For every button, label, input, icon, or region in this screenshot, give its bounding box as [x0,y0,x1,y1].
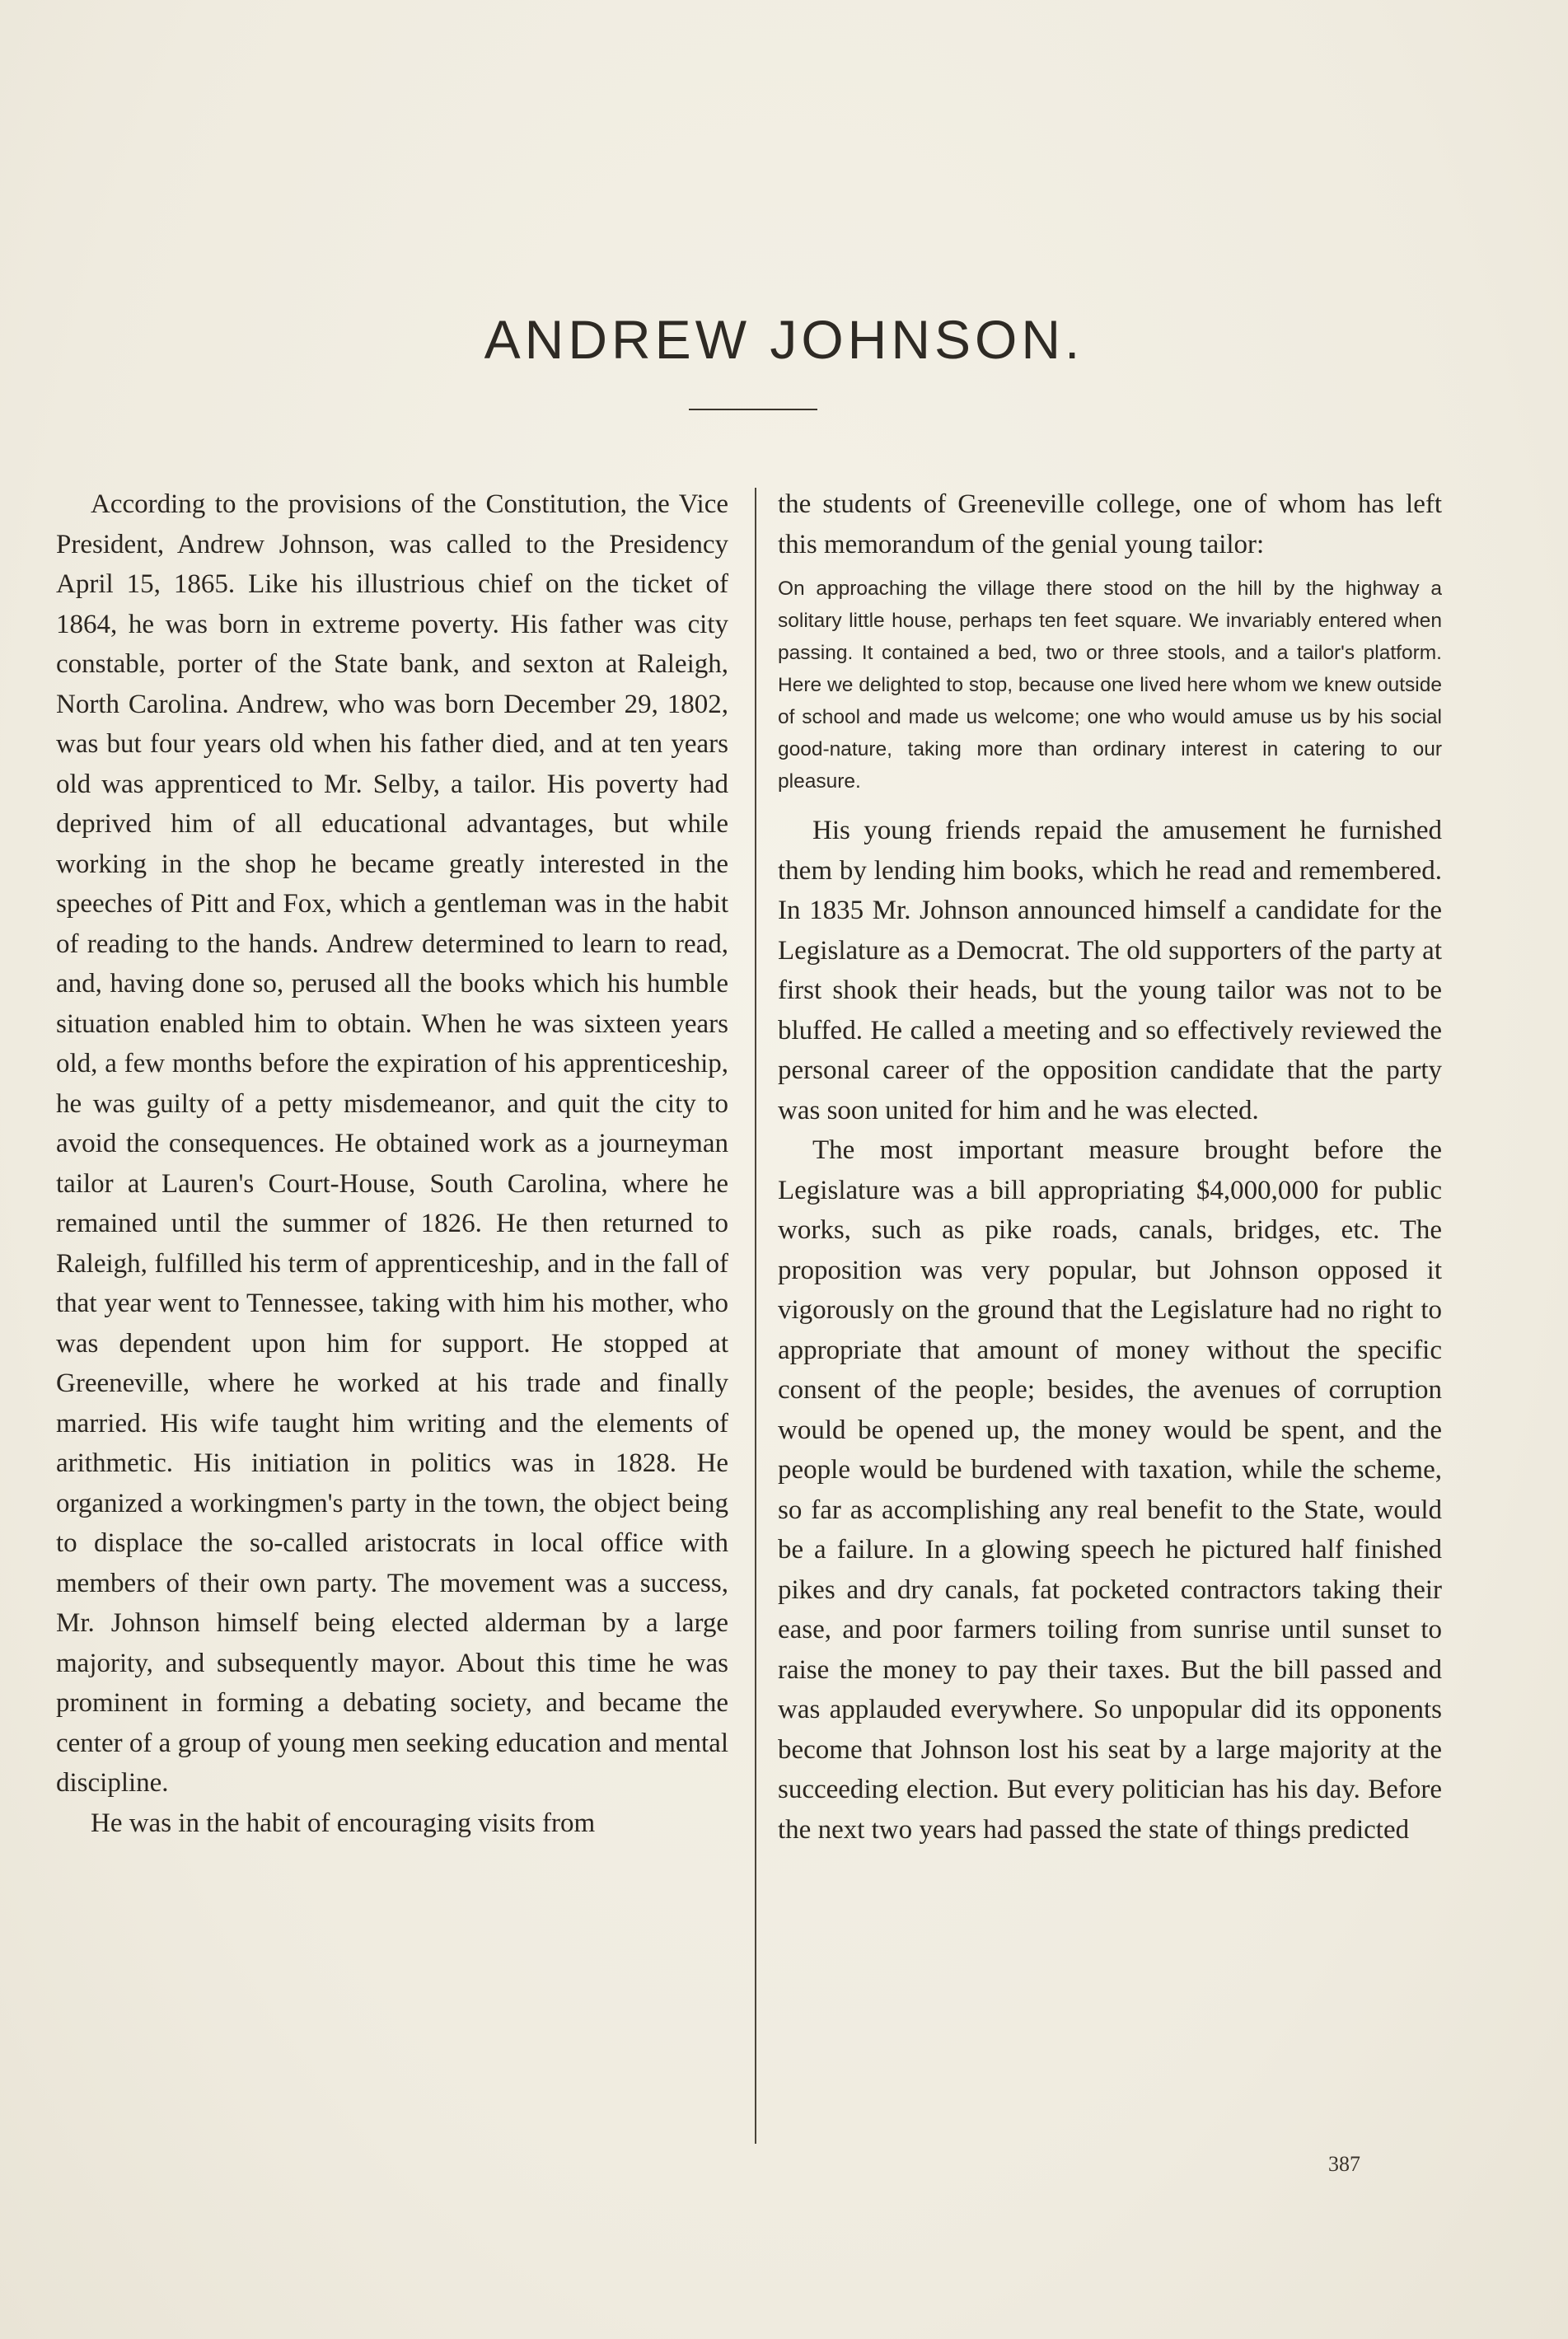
title-rule [689,409,817,410]
right-paragraph-3: The most important measure brought before the Legislature was a bill appropriating $4,000,000 for public works, such as pike roads, canals, bridges, etc. The proposition was very popular, but Johnson opposed it vigorously on the ground that the Legislature had no right to appropriate that amount of money without the specific consent of the people; besides, the avenues of corruption would be opened up, the money would be spent, and the people would be burdened with taxation, while the scheme, so far as accomplishing any real benefit to the State, would be a failure. In a glowing speech he pictured half finished pikes and dry canals, fat pocketed contractors taking their ease, and poor farmers toiling from sunrise until sunset to raise the money to pay their taxes. But the bill passed and was applauded everywhere. So unpopular did its opponents become that Johnson lost his seat by a large majority at the succeeding election. But every politician has his day. Before the next two years had passed the state of things predicted [778,1135,1442,1845]
block-quote: On approaching the village there stood on the hill by the highway a solitary little house, perhaps ten feet square. We invariably entered when passing. It contained a bed, two or three stools, and a tailor's platform. Here we delighted to stop, because one lived here whom we knew outside of school and made us welcome; one who would amuse us by his social good-nature, taking more than ordinary interest in catering to our pleasure. [778,578,1442,793]
left-column [56,484,728,1843]
left-paragraph-2: He was in the habit of encouraging visits from [91,1808,596,1838]
page-title: ANDREW JOHNSON. [484,309,1084,371]
right-paragraph-2: His young friends repaid the amusement he furnished them by lending him books, which he read and remembered. In 1835 Mr. Johnson announced himself a candidate for the Legislature as a Democrat. The old supporters of the party at first shook their heads, but the young tailor was not to be bluffed. He called a meeting and so effectively reviewed the personal career of the opposition candidate that the party was soon united for him and he was elected. [778,816,1442,1125]
page-number: 387 [1328,2152,1360,2176]
left-paragraph-1: According to the provisions of the Constitution, the Vice President, Andrew Johnson, was called to the Presidency April 15, 1865. Like his illustrious chief on the ticket of 1864, he was born in extreme poverty. His father was city constable, porter of the State bank, and sexton at Raleigh, North Carolina. Andrew, who was born December 29, 1802, was but four years old when his father died, and at ten years old was apprenticed to Mr. Selby, a tailor. His poverty had deprived him of all educational advantages, but while working in the shop he became greatly interested in the speeches of Pitt and Fox, which a gentleman was in the habit of reading to the hands. Andrew determined to learn to read, and, having done so, perused all the books which his humble situation enabled him to obtain. When he was sixteen years old, a few months before the expiration of his apprenticeship, he was guilty of a petty misdemeanor, and quit the city to avoid the consequences. He obtained work as a journeyman tailor at Lauren's Court-House, South Carolina, where he remained until the summer of 1826. He then returned to Raleigh, fulfilled his term of apprenticeship, and in the fall of that year went to Tennessee, taking with him his mother, who was dependent upon him for support. He stopped at Greeneville, where he worked at his trade and finally married. His wife taught him writing and the elements of arithmetic. His initiation in politics was in 1828. He organized a workingmen's party in the town, the object being to displace the so-called aristocrats in local office with members of their own party. The movement was a success, Mr. Johnson himself being elected alderman by a large majority, and subsequently mayor. About this time he was prominent in forming a debating society, and became the center of a group of young men seeking education and mental discipline. [56,489,728,1798]
right-column [778,484,1442,1850]
column-divider [755,488,756,2144]
right-paragraph-1: the students of Greeneville college, one of whom has left this memorandum of the genial young tailor: [778,489,1442,559]
